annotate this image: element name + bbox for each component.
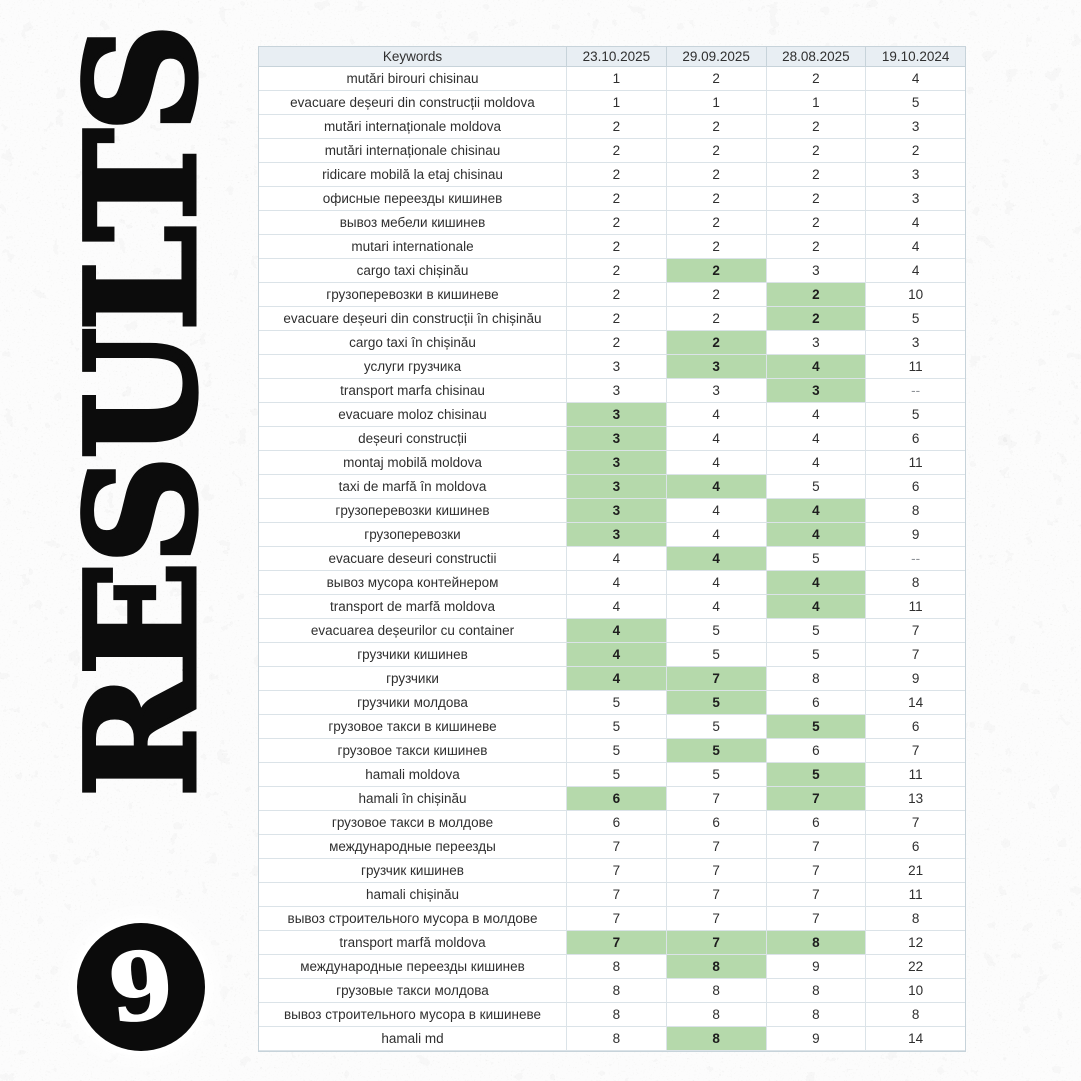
rank-cell: 8 [911,575,920,590]
rank-cell: 4 [767,427,867,450]
table-row [259,211,965,235]
keyword-cell: deșeuri construcții [259,427,567,450]
rank-cell: 4 [767,451,867,474]
rank-cell: 9 [911,527,920,542]
rank-cell: 2 [567,235,667,258]
rank-cell: 3 [567,499,667,522]
rank-cell: 6 [767,739,867,762]
rank-cell: 5 [767,715,867,738]
rank-cell: 2 [767,235,867,258]
rank-cell: 6 [911,839,920,854]
rank-cell: 6 [911,719,920,734]
slide-number-badge [77,923,205,1051]
rank-cell: 8 [911,911,920,926]
keyword-cell: вывоз строительного мусора в кишиневе [259,1003,567,1026]
rank-cell: 2 [567,307,667,330]
keyword-cell: evacuare deseuri constructii [259,547,567,570]
keyword-cell: грузовое такси кишинев [259,739,567,762]
table-row [259,1003,965,1027]
rank-cell: 5 [567,763,667,786]
rank-cell: 2 [567,187,667,210]
rank-cell: 10 [908,983,924,998]
keyword-cell: hamali md [259,1027,567,1050]
rank-cell: 2 [767,187,867,210]
rank-cell: 3 [767,331,867,354]
rank-cell: 2 [767,283,867,306]
rank-cell: 3 [567,403,667,426]
table-row [259,907,965,931]
rank-cell: 4 [767,355,867,378]
rank-cell: 5 [667,739,767,762]
table-row [259,403,965,427]
rank-cell: 7 [911,623,920,638]
table-row [259,451,965,475]
rank-cell: 3 [567,523,667,546]
rank-cell: 4 [667,403,767,426]
table-row [259,811,965,835]
rank-cell: 4 [911,71,920,86]
column-header-date-1: 23.10.2025 [567,47,667,66]
keyword-cell: услуги грузчика [259,355,567,378]
rank-cell: 4 [767,403,867,426]
rank-cell: 8 [567,1003,667,1026]
rank-cell: 4 [567,643,667,666]
keyword-cell: hamali chișinău [259,883,567,906]
rank-cell: 8 [911,503,920,518]
rank-cell: 4 [667,595,767,618]
keyword-cell: cargo taxi chișinău [259,259,567,282]
keyword-cell: вывоз мебели кишинев [259,211,567,234]
rank-cell: 7 [567,907,667,930]
rank-cell: 4 [667,427,767,450]
table-row [259,427,965,451]
table-row [259,883,965,907]
keyword-cell: mutări internaționale moldova [259,115,567,138]
table-row [259,523,965,547]
rank-cell: 5 [767,643,867,666]
rank-cell: 1 [667,91,767,114]
rank-cell: 8 [567,955,667,978]
table-row [259,355,965,379]
rank-cell: 5 [567,739,667,762]
rank-cell: 3 [567,451,667,474]
rank-cell: 6 [567,787,667,810]
keyword-cell: грузовые такси молдова [259,979,567,1002]
keyword-cell: cargo taxi în chișinău [259,331,567,354]
table-row [259,115,965,139]
rank-cell: 7 [911,743,920,758]
rank-cell: 11 [908,767,923,782]
rank-cell: 4 [567,571,667,594]
table-row [259,379,965,403]
rank-cell: 7 [767,907,867,930]
rank-cell: 5 [767,619,867,642]
rank-cell: 2 [567,139,667,162]
rank-cell: 7 [567,883,667,906]
rank-cell: 3 [567,355,667,378]
rank-cell: 7 [567,859,667,882]
rank-cell: 7 [567,835,667,858]
table-row [259,763,965,787]
rank-cell: 4 [667,475,767,498]
rank-cell: 5 [667,691,767,714]
rank-cell: 2 [667,139,767,162]
rank-cell: 10 [908,287,924,302]
table-row [259,931,965,955]
rank-cell: 7 [767,883,867,906]
keyword-cell: офисные переезды кишинев [259,187,567,210]
rank-cell: 2 [667,307,767,330]
rank-cell: 5 [667,715,767,738]
rank-cell: 2 [767,163,867,186]
table-row [259,187,965,211]
rank-cell: 14 [908,695,924,710]
column-header-date-3: 28.08.2025 [767,47,867,66]
keyword-cell: evacuare deșeuri din construcții moldova [259,91,567,114]
keyword-cell: грузчик кишинев [259,859,567,882]
vertical-title-text: RESULTS [54,26,230,798]
rank-cell: 3 [911,191,920,206]
table-header-row [259,47,965,67]
keyword-cell: taxi de marfă în moldova [259,475,567,498]
rank-cell: 2 [567,211,667,234]
rank-cell: 8 [667,979,767,1002]
table-body [259,67,965,1051]
rank-cell: 4 [911,263,920,278]
rank-cell: 5 [767,763,867,786]
rank-cell: 2 [567,331,667,354]
rank-cell: 7 [667,787,767,810]
rank-cell: 5 [567,691,667,714]
rank-cell: 4 [911,239,920,254]
rank-cell: 3 [567,475,667,498]
rank-cell: 5 [567,715,667,738]
rank-cell: 8 [767,931,867,954]
table-row [259,715,965,739]
rank-cell: 4 [667,523,767,546]
rank-cell: 7 [767,835,867,858]
rank-cell: 8 [567,1027,667,1050]
rank-cell: 2 [767,307,867,330]
rank-cell: 22 [908,959,924,974]
rank-cell: -- [911,383,921,398]
rank-cell: 11 [908,359,923,374]
table-row [259,547,965,571]
rank-cell: 5 [767,547,867,570]
keyword-cell: mutări birouri chisinau [259,67,567,90]
table-row [259,91,965,115]
keyword-cell: hamali în chișinău [259,787,567,810]
rank-cell: 5 [667,619,767,642]
rank-cell: 9 [767,955,867,978]
keyword-cell: вывоз строительного мусора в молдове [259,907,567,930]
keyword-cell: evacuare deșeuri din construcții în chișinău [259,307,567,330]
table-row [259,691,965,715]
keyword-cell: montaj mobilă moldova [259,451,567,474]
table-row [259,67,965,91]
rank-cell: 2 [767,115,867,138]
rank-cell: 2 [767,67,867,90]
rank-cell: 4 [667,571,767,594]
keyword-cell: грузчики [259,667,567,690]
rank-cell: 8 [767,1003,867,1026]
keyword-cell: mutări internaționale chisinau [259,139,567,162]
rank-cell: 7 [567,931,667,954]
keyword-cell: transport marfa chisinau [259,379,567,402]
keyword-cell: грузоперевозки в кишиневе [259,283,567,306]
rank-cell: 7 [767,787,867,810]
rank-cell: 9 [767,1027,867,1050]
table-row [259,499,965,523]
rank-cell: 1 [567,91,667,114]
table-row [259,283,965,307]
rank-cell: 4 [667,499,767,522]
table-row [259,139,965,163]
table-row [259,571,965,595]
rank-cell: 11 [908,599,923,614]
rank-cell: 8 [767,979,867,1002]
keyword-cell: transport marfă moldova [259,931,567,954]
rank-cell: 3 [767,379,867,402]
rank-cell: -- [911,551,921,566]
keyword-cell: transport de marfă moldova [259,595,567,618]
rank-cell: 3 [767,259,867,282]
keyword-cell: грузчики кишинев [259,643,567,666]
rank-cell: 2 [767,139,867,162]
rank-cell: 4 [911,215,920,230]
rank-cell: 6 [567,811,667,834]
rank-cell: 3 [911,119,920,134]
table-row [259,259,965,283]
slide-number-text: 9 [103,929,179,1045]
keyword-cell: mutari internationale [259,235,567,258]
rank-cell: 7 [667,835,767,858]
rank-cell: 4 [567,619,667,642]
rank-cell: 4 [767,523,867,546]
rank-cell: 4 [767,571,867,594]
rank-cell: 8 [767,667,867,690]
keyword-cell: грузоперевозки [259,523,567,546]
keyword-cell: вывоз мусора контейнером [259,571,567,594]
rank-cell: 8 [667,1003,767,1026]
rank-cell: 1 [567,67,667,90]
rank-cell: 2 [911,143,920,158]
table-row [259,307,965,331]
table-row [259,955,965,979]
table-row [259,475,965,499]
rank-cell: 7 [767,859,867,882]
rank-cell: 3 [667,379,767,402]
rank-cell: 8 [567,979,667,1002]
rank-cell: 2 [567,283,667,306]
rank-cell: 7 [667,883,767,906]
column-header-date-2: 29.09.2025 [667,47,767,66]
rank-cell: 4 [767,595,867,618]
rank-cell: 4 [567,667,667,690]
table-row [259,1027,965,1051]
rank-cell: 1 [767,91,867,114]
rank-cell: 21 [908,863,924,878]
rank-cell: 5 [667,643,767,666]
rank-cell: 7 [667,907,767,930]
rank-cell: 7 [667,667,767,690]
keyword-cell: международные переезды [259,835,567,858]
rank-cell: 2 [667,163,767,186]
rank-cell: 4 [567,547,667,570]
rank-cell: 13 [908,791,924,806]
keyword-cell: hamali moldova [259,763,567,786]
rank-cell: 11 [908,887,923,902]
table-row [259,979,965,1003]
keyword-cell: evacuarea deșeurilor cu container [259,619,567,642]
rank-cell: 2 [667,115,767,138]
table-row [259,331,965,355]
rank-cell: 2 [667,331,767,354]
table-row [259,667,965,691]
table-row [259,235,965,259]
rank-cell: 3 [911,335,920,350]
rank-cell: 3 [667,355,767,378]
rank-cell: 5 [911,95,920,110]
keyword-rankings-table [258,46,966,1052]
rank-cell: 2 [667,67,767,90]
rank-cell: 4 [767,499,867,522]
keyword-cell: грузовое такси в молдове [259,811,567,834]
keyword-cell: грузчики молдова [259,691,567,714]
rank-cell: 4 [667,547,767,570]
vertical-title-results [54,26,230,798]
rank-cell: 2 [567,115,667,138]
rank-cell: 7 [667,859,767,882]
rank-cell: 2 [667,235,767,258]
rank-cell: 2 [567,163,667,186]
table-row [259,619,965,643]
rank-cell: 4 [667,451,767,474]
rank-cell: 3 [567,427,667,450]
table-row [259,787,965,811]
column-header-date-4: 19.10.2024 [866,47,965,66]
rank-cell: 5 [767,475,867,498]
rank-cell: 14 [908,1031,924,1046]
table-row [259,835,965,859]
keyword-cell: грузовое такси в кишиневе [259,715,567,738]
table-row [259,643,965,667]
table-row [259,595,965,619]
rank-cell: 7 [911,815,920,830]
rank-cell: 12 [908,935,924,950]
keyword-cell: международные переезды кишинев [259,955,567,978]
rank-cell: 8 [911,1007,920,1022]
rank-cell: 2 [767,211,867,234]
rank-cell: 6 [767,691,867,714]
keyword-cell: грузоперевозки кишинев [259,499,567,522]
rank-cell: 2 [667,211,767,234]
rank-cell: 2 [667,283,767,306]
rank-cell: 6 [911,431,920,446]
keyword-cell: ridicare mobilă la etaj chisinau [259,163,567,186]
rank-cell: 9 [911,671,920,686]
rank-cell: 5 [911,311,920,326]
rank-cell: 2 [667,259,767,282]
rank-cell: 5 [667,763,767,786]
rank-cell: 3 [911,167,920,182]
rank-cell: 2 [667,187,767,210]
table-row [259,859,965,883]
rank-cell: 6 [667,811,767,834]
column-header-keywords: Keywords [259,47,567,66]
table-row [259,739,965,763]
rank-cell: 8 [667,1027,767,1050]
table-row [259,163,965,187]
rank-cell: 5 [911,407,920,422]
rank-cell: 8 [667,955,767,978]
rank-cell: 7 [911,647,920,662]
rank-cell: 7 [667,931,767,954]
rank-cell: 3 [567,379,667,402]
rank-cell: 6 [911,479,920,494]
rank-cell: 2 [567,259,667,282]
rank-cell: 6 [767,811,867,834]
rank-cell: 4 [567,595,667,618]
keyword-cell: evacuare moloz chisinau [259,403,567,426]
rank-cell: 11 [908,455,923,470]
